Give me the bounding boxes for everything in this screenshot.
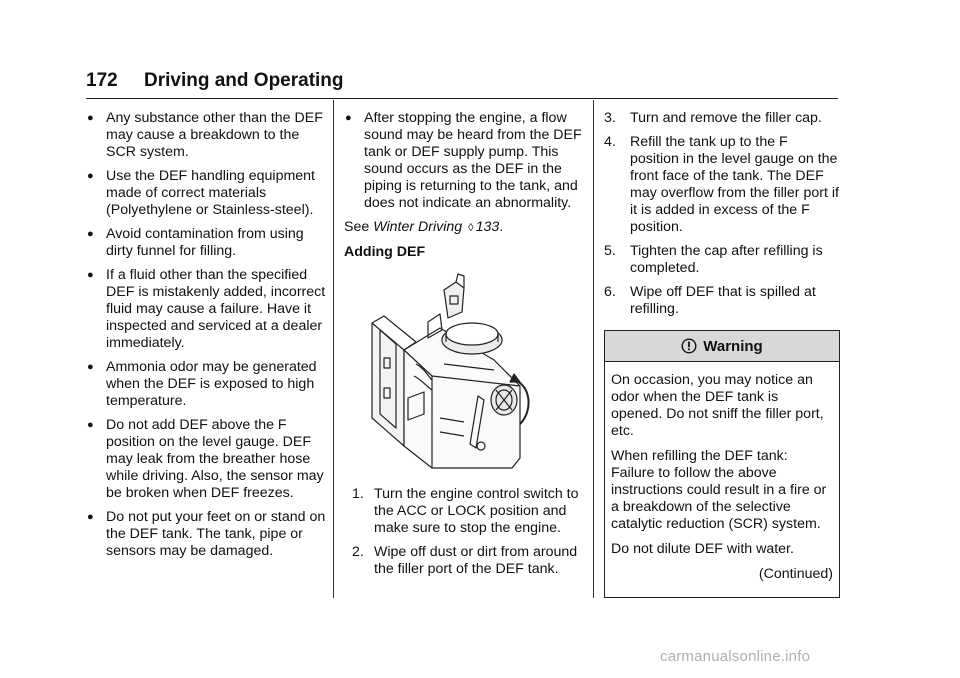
continued-label: (Continued) <box>758 566 833 582</box>
page-header <box>86 70 838 100</box>
steps-list <box>604 110 840 318</box>
column-3 <box>604 110 840 598</box>
warning-title: Warning <box>703 337 763 355</box>
warning-paragraph: On occasion, you may notice an odor when the DEF tank is opened. Do not sniff the filler port, etc. <box>611 372 824 439</box>
warning-body <box>605 362 839 597</box>
def-tank-drawing <box>344 268 584 472</box>
list-item: ● Avoid contamination from using dirty funnel for filling. <box>87 226 304 259</box>
bullet-dot-icon: ● <box>87 511 94 523</box>
see-reference: See Winter Driving ◊ 133. <box>344 219 504 235</box>
page-number: 172 <box>86 70 118 91</box>
bullet-dot-icon: ● <box>87 361 94 373</box>
warning-header <box>605 331 839 362</box>
reference-link[interactable]: Winter Driving <box>373 219 463 235</box>
column-divider <box>593 100 594 598</box>
reference-page[interactable]: 133 <box>475 219 500 235</box>
list-item: ● Do not add DEF above the F position on the level gauge. DEF may leak from the breather hose while driving. Also, the sensor may be broken when DEF freezes. <box>87 417 324 501</box>
list-item: ● Use the DEF handling equipment made of correct materials (Polyethylene or Stainless-steel). <box>87 168 315 218</box>
list-item: ● Do not put your feet on or stand on the DEF tank. The tank, pipe or sensors may be damaged. <box>87 509 326 559</box>
bullet-dot-icon: ● <box>87 170 94 182</box>
watermark: carmanualsonline.info <box>660 648 811 665</box>
list-item: 3. Turn and remove the filler cap. <box>604 110 822 126</box>
bullet-dot-icon: ● <box>87 112 94 124</box>
warning-paragraph: Do not dilute DEF with water. <box>611 541 794 557</box>
bullet-dot-icon: ● <box>87 228 94 240</box>
section-title: Driving and Operating <box>144 70 344 91</box>
list-item: 2. Wipe off dust or dirt from around the filler port of the DEF tank. <box>352 544 578 577</box>
def-tank-illustration <box>344 268 584 472</box>
warning-icon <box>681 338 697 354</box>
column-2 <box>344 110 584 585</box>
column-1 <box>86 110 326 567</box>
subheading-adding-def: Adding DEF <box>344 244 426 260</box>
steps-list <box>344 486 584 578</box>
list-item: 6. Wipe off DEF that is spilled at refilling. <box>604 284 816 317</box>
bullet-dot-icon: ● <box>87 419 94 431</box>
list-item: 4. Refill the tank up to the F position in the level gauge on the front face of the tank. The DEF may overflow from the filler port if it is added in excess of the F position. <box>604 134 839 235</box>
warning-paragraph: When refilling the DEF tank: Failure to follow the above instructions could result in a fire or a breakdown of the selective catalytic reduction (SCR) system. <box>611 448 827 532</box>
warning-box <box>604 330 840 598</box>
list-item: ● Ammonia odor may be generated when the DEF is exposed to high temperature. <box>87 359 317 409</box>
list-item: 5. Tighten the cap after refilling is completed. <box>604 243 823 276</box>
list-item: 1. Turn the engine control switch to the ACC or LOCK position and make sure to stop the engine. <box>352 486 579 536</box>
list-item: ● If a fluid other than the specified DEF is mistakenly added, incorrect fluid may cause a failure. Have it inspected and serviced at a dealer immediately. <box>87 267 326 351</box>
caution-list <box>86 110 326 560</box>
list-item: ● After stopping the engine, a flow sound may be heard from the DEF tank or DEF supply pump. This sound occurs as the DEF in the piping is returning to the tank, and does not indicate an abnormality. <box>345 110 582 211</box>
header-rule <box>86 98 838 99</box>
bullet-dot-icon: ● <box>87 269 94 281</box>
column-divider <box>333 100 334 598</box>
page-reference-icon: ◊ <box>468 222 474 234</box>
list-item: ● Any substance other than the DEF may cause a breakdown to the SCR system. <box>87 110 323 160</box>
bullet-dot-icon: ● <box>345 112 352 124</box>
